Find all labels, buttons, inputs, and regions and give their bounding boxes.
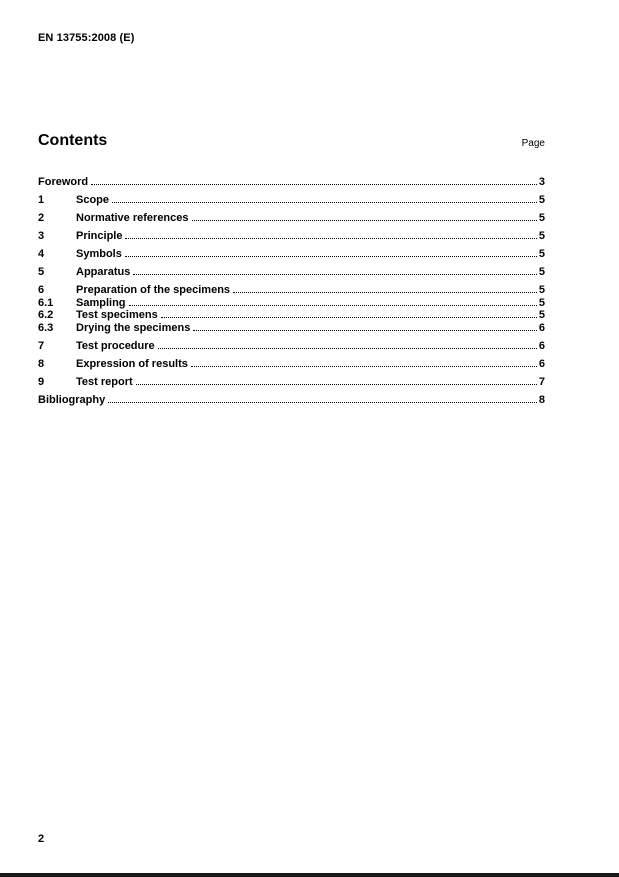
toc-dot-leader	[193, 330, 537, 331]
toc-entry	[38, 340, 545, 353]
page-column-label: Page	[521, 138, 545, 149]
toc-entry-title: Expression of results	[76, 357, 188, 370]
toc-entry-page: 5	[538, 296, 545, 309]
toc-entry	[38, 322, 545, 335]
toc-entry-page: 5	[538, 309, 545, 321]
toc-entry-title: Foreword	[38, 176, 89, 188]
toc-entry-page: 5	[538, 248, 545, 260]
toc-entry	[38, 230, 545, 243]
toc-entry-title: Principle	[76, 230, 123, 242]
toc-entry-number: 9	[38, 375, 45, 388]
toc-entry	[38, 297, 545, 310]
toc-entry	[38, 394, 545, 407]
toc-entry-number: 6.2	[38, 309, 54, 321]
toc-dot-leader	[125, 256, 537, 257]
toc-entry	[38, 248, 545, 261]
toc-entry-title: Symbols	[76, 248, 122, 260]
toc-dot-leader	[161, 317, 537, 318]
toc-dot-leader	[112, 202, 537, 203]
document-reference: EN 13755:2008 (E)	[38, 32, 135, 44]
toc-entry-page: 8	[538, 393, 545, 406]
toc-entry-number: 6	[38, 284, 45, 296]
toc-entry-page: 7	[538, 375, 545, 388]
toc-entry	[38, 376, 545, 389]
toc-entry-number: 5	[38, 266, 45, 278]
toc-entry-title: Normative references	[76, 212, 189, 224]
toc-dot-leader	[91, 184, 537, 185]
toc-entry-number: 6.1	[38, 296, 54, 309]
toc-entry-title: Bibliography	[38, 393, 106, 406]
toc-dot-leader	[191, 366, 537, 367]
toc-entry-number: 6.3	[38, 321, 54, 334]
contents-header	[38, 132, 545, 150]
toc-dot-leader	[192, 220, 537, 221]
toc-entry-page: 5	[538, 284, 545, 296]
toc-entry	[38, 176, 545, 189]
toc-entry-title: Scope	[76, 194, 110, 206]
toc-entry	[38, 194, 545, 207]
toc-dot-leader	[108, 402, 537, 403]
toc-entry-page: 5	[538, 230, 545, 242]
toc-entry-page: 6	[538, 357, 545, 370]
toc-entry-number: 2	[38, 212, 45, 224]
toc-dot-leader	[136, 384, 537, 385]
contents-title: Contents	[38, 132, 108, 149]
toc-dot-leader	[129, 305, 537, 306]
toc-entry-page: 5	[538, 266, 545, 278]
toc-entry-title: Test procedure	[76, 339, 155, 352]
toc-entry-title: Sampling	[76, 296, 126, 309]
toc-entry-number: 1	[38, 194, 45, 206]
toc-entry-page: 3	[538, 176, 545, 188]
toc-entry-number: 8	[38, 357, 45, 370]
toc-entry-title: Apparatus	[76, 266, 131, 278]
toc-entry	[38, 358, 545, 371]
toc-entry-page: 5	[538, 212, 545, 224]
toc-entry-number: 3	[38, 230, 45, 242]
toc-entry-number: 4	[38, 248, 45, 260]
page-content	[38, 0, 545, 406]
toc-dot-leader	[158, 348, 537, 349]
toc-dot-leader	[233, 292, 537, 293]
toc-entry	[38, 266, 545, 279]
toc-list	[38, 176, 545, 406]
footer-page-number: 2	[38, 833, 45, 845]
toc-entry-page: 5	[538, 194, 545, 206]
toc-dot-leader	[125, 238, 536, 239]
toc-entry-title: Test report	[76, 375, 133, 388]
toc-entry	[38, 212, 545, 225]
toc-entry-page: 6	[538, 321, 545, 334]
toc-dot-leader	[133, 274, 536, 275]
page-bottom-edge	[0, 873, 619, 877]
toc-entry-title: Test specimens	[76, 309, 158, 321]
toc-entry	[38, 284, 545, 297]
toc-entry-number: 7	[38, 339, 45, 352]
toc-entry-page: 6	[538, 339, 545, 352]
toc-entry-title: Drying the specimens	[76, 321, 191, 334]
toc-entry	[38, 309, 545, 322]
toc-entry-title: Preparation of the specimens	[76, 284, 231, 296]
